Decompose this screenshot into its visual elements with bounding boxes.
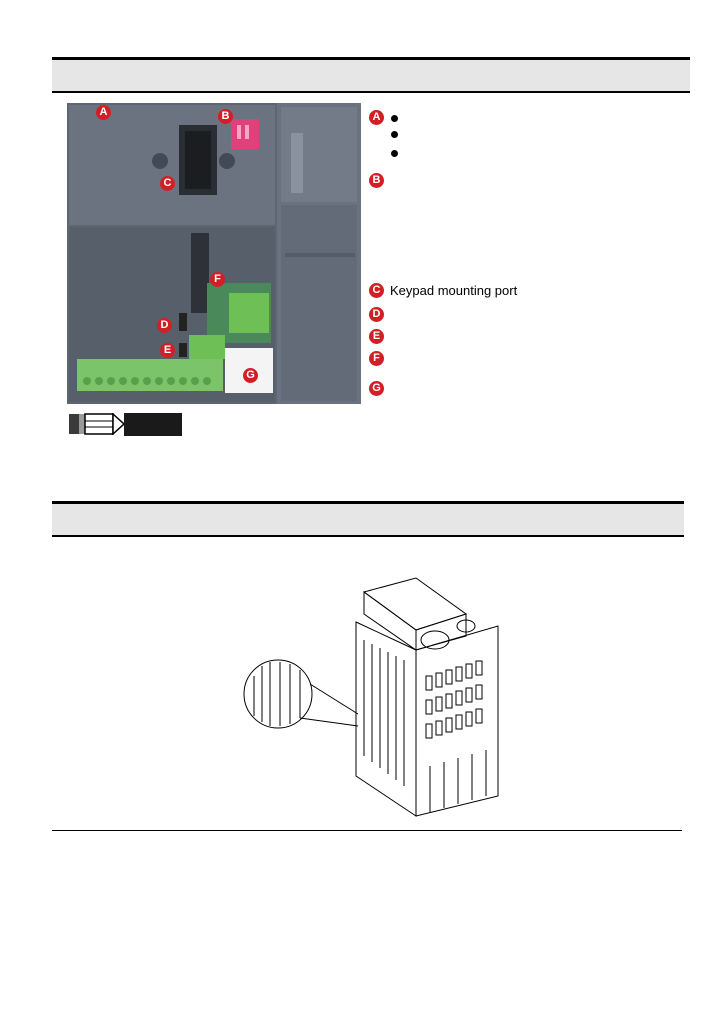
drive-interior-photo <box>67 103 361 404</box>
photo-marker-b: B <box>218 109 233 124</box>
photo-marker-a: A <box>96 105 111 120</box>
legend-marker-b: B <box>369 173 384 188</box>
legend-text-c: Keypad mounting port <box>390 283 518 298</box>
photo-marker-g: G <box>243 368 258 383</box>
photo-marker-e: E <box>160 343 175 358</box>
legend-marker-e: E <box>369 329 384 344</box>
note-label-box <box>124 413 182 436</box>
legend-marker-d: D <box>369 307 384 322</box>
legend-marker-f: F <box>369 351 384 366</box>
bullet-dot <box>391 115 398 122</box>
legend-marker-g: G <box>369 381 384 396</box>
section-header-bar <box>52 57 690 93</box>
bullet-dot <box>391 150 398 157</box>
legend-marker-c: C <box>369 283 384 298</box>
drive-line-drawing <box>240 566 518 824</box>
bullet-dot <box>391 131 398 138</box>
legend-marker-a: A <box>369 110 384 125</box>
bottom-rule <box>52 830 682 831</box>
note-pencil-icon <box>69 413 125 435</box>
photo-marker-d: D <box>157 318 172 333</box>
section-header-bar <box>52 501 684 537</box>
photo-marker-c: C <box>160 176 175 191</box>
photo-marker-f: F <box>210 272 225 287</box>
